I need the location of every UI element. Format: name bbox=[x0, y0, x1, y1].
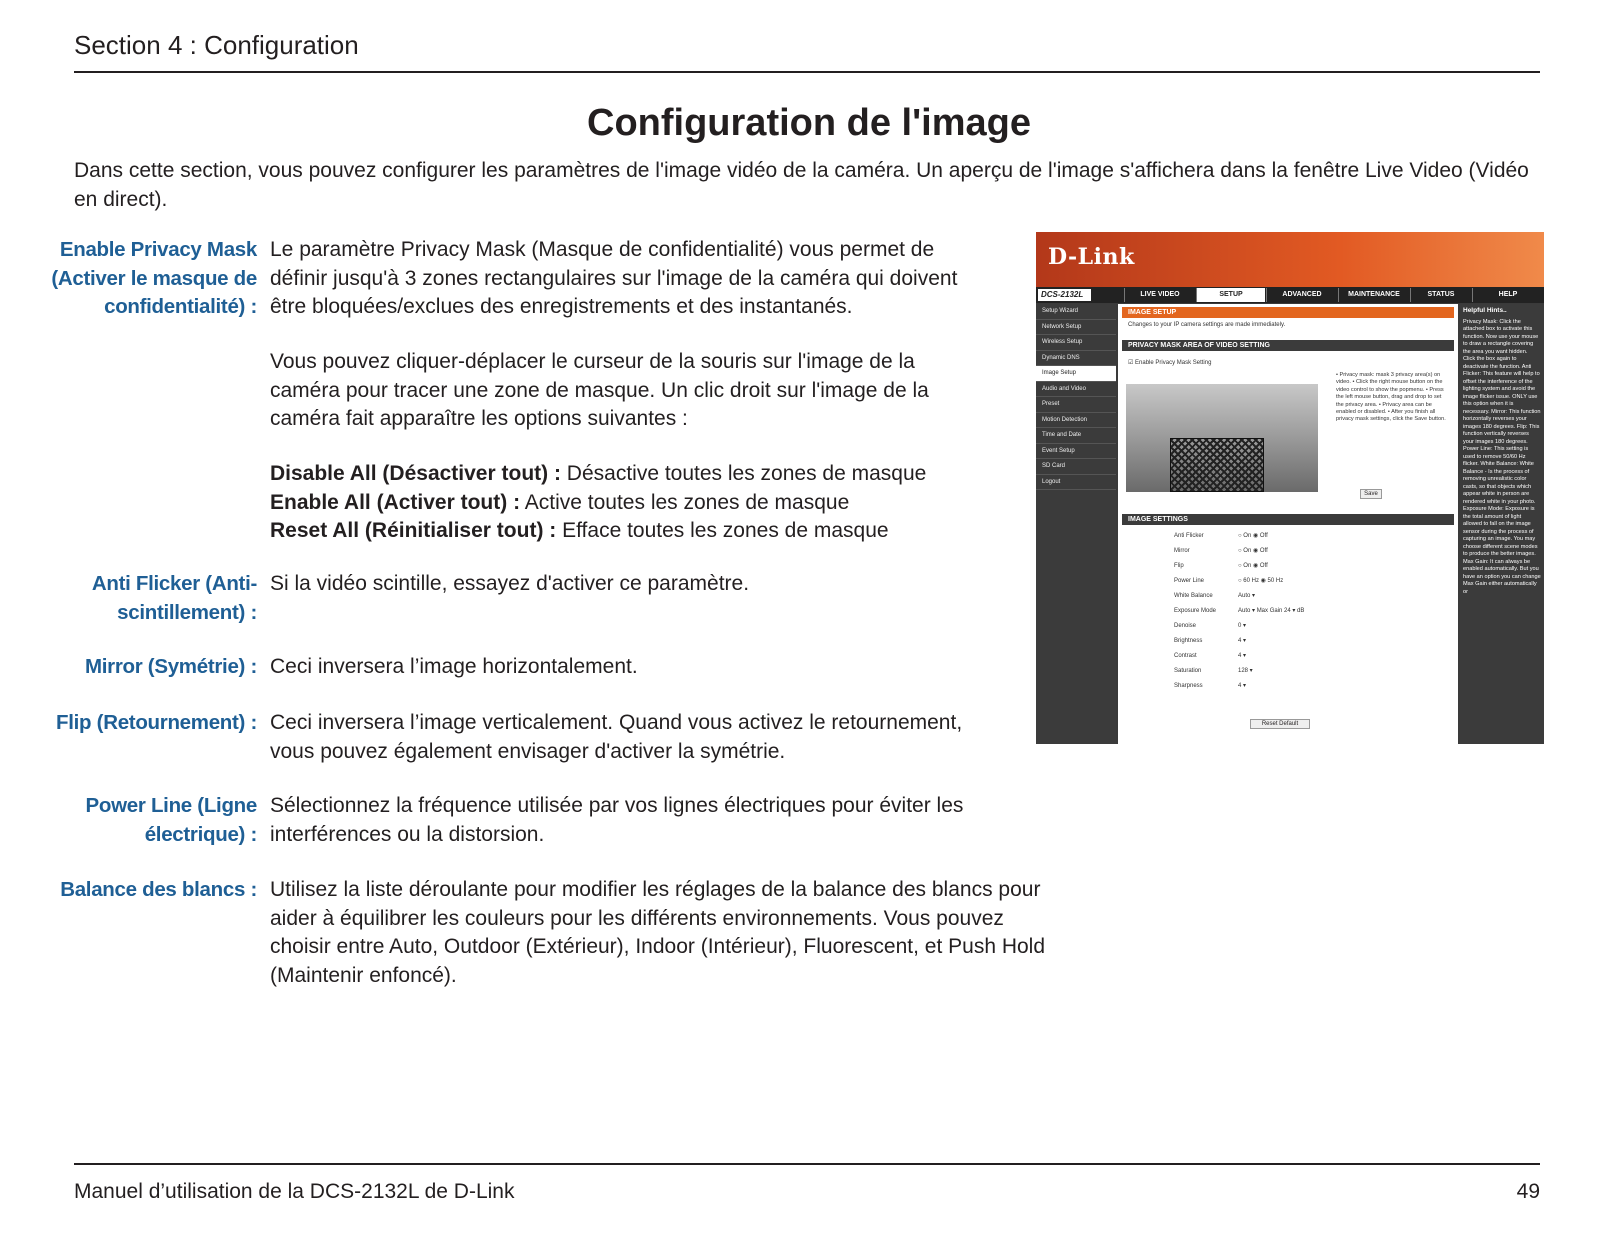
desc-anti-flicker: Si la vidéo scintille, essayez d'activer ce paramètre. bbox=[270, 572, 750, 595]
tab-help[interactable]: HELP bbox=[1472, 288, 1543, 302]
nav-item[interactable]: Preset bbox=[1036, 397, 1116, 413]
setting-row: Brightness 4 ▾ bbox=[1174, 638, 1247, 644]
camera-ui-screenshot bbox=[1036, 232, 1544, 744]
desc-privacy-mask-2: Vous pouvez cliquer-déplacer le curseur de la souris sur l'image de la caméra pour tracer une zone de masque. Un clic droit sur l'image de la caméra fait apparaître les options suivantes : bbox=[270, 350, 929, 430]
option-disable-all: Disable All (Désactiver tout) : Désactive toutes les zones de masque bbox=[270, 462, 927, 485]
page-title: Configuration de l'image bbox=[587, 102, 1031, 144]
header-rule bbox=[74, 71, 1540, 73]
tab-live-video[interactable]: LIVE VIDEO bbox=[1124, 288, 1195, 302]
setting-row: Denoise 0 ▾ bbox=[1174, 623, 1247, 629]
left-nav bbox=[1036, 304, 1116, 744]
desc-power-line: Sélectionnez la fréquence utilisée par vos lignes électriques pour éviter les interférences ou la distorsion. bbox=[270, 794, 964, 846]
save-button[interactable]: Save bbox=[1360, 489, 1382, 499]
image-settings-header: IMAGE SETTINGS bbox=[1122, 514, 1454, 525]
option-enable-all: Enable All (Activer tout) : Active toutes les zones de masque bbox=[270, 490, 850, 514]
option-reset-all: Reset All (Réinitialiser tout) : Efface toutes les zones de masque bbox=[270, 519, 889, 542]
nav-item[interactable]: Event Setup bbox=[1036, 444, 1116, 460]
tab-advanced[interactable]: ADVANCED bbox=[1266, 288, 1337, 302]
video-preview[interactable] bbox=[1126, 384, 1318, 492]
term-white-balance: Balance des blancs : bbox=[60, 878, 257, 901]
dlink-logo: D-Link bbox=[1048, 244, 1135, 270]
term-power-line: Power Line (Ligne électrique) : bbox=[85, 794, 257, 846]
setting-row: Exposure Mode Auto ▾ Max Gain 24 ▾ dB bbox=[1174, 608, 1305, 614]
setting-row: White Balance Auto ▾ bbox=[1174, 593, 1256, 599]
nav-item[interactable]: Network Setup bbox=[1036, 320, 1116, 336]
reset-default-button[interactable]: Reset Default bbox=[1250, 719, 1310, 729]
setting-row: Anti Flicker ○ On ◉ Off bbox=[1174, 533, 1268, 539]
tab-status[interactable]: STATUS bbox=[1410, 288, 1471, 302]
enable-privacy-checkbox[interactable]: ☑ Enable Privacy Mask Setting bbox=[1128, 360, 1212, 366]
image-settings-list bbox=[1174, 532, 1444, 697]
term-mirror: Mirror (Symétrie) : bbox=[84, 655, 257, 678]
changes-note: Changes to your IP camera settings are made immediately. bbox=[1128, 322, 1286, 328]
desc-privacy-mask-1: Le paramètre Privacy Mask (Masque de confidentialité) vous permet de définir jusqu'à 3 zones rectangulaires sur l'image de la caméra qui doivent être bloquées/exclues des enregistrements et des instantanés. bbox=[270, 238, 958, 318]
term-privacy-mask: Enable Privacy Mask (Activer le masque de confidentialité) : bbox=[51, 238, 257, 318]
term-flip: Flip (Retournement) : bbox=[56, 711, 257, 734]
help-title: Helpful Hints.. bbox=[1463, 307, 1507, 314]
desc-white-balance: Utilisez la liste déroulante pour modifier les réglages de la balance des blancs pour aider à équilibrer les couleurs pour les différents environnements. Vous pouvez choisir entre Auto, Outdoor (Extérieur), Indoor (Intérieur), Fluorescent, et Push Hold (Maintenir enfoncé). bbox=[270, 878, 1046, 987]
term-anti-flicker: Anti Flicker (Anti-scintillement) : bbox=[91, 572, 257, 624]
model-label: DCS-2132L bbox=[1038, 289, 1091, 301]
nav-item[interactable]: Time and Date bbox=[1036, 428, 1116, 444]
setting-row: Sharpness 4 ▾ bbox=[1174, 683, 1247, 689]
desc-mirror: Ceci inversera l’image horizontalement. bbox=[270, 655, 638, 678]
privacy-mask-header: PRIVACY MASK AREA OF VIDEO SETTING bbox=[1122, 340, 1454, 351]
setting-row: Mirror ○ On ◉ Off bbox=[1174, 548, 1268, 554]
setting-row: Contrast 4 ▾ bbox=[1174, 653, 1247, 659]
tab-maintenance[interactable]: MAINTENANCE bbox=[1338, 288, 1409, 302]
setting-row: Saturation 128 ▾ bbox=[1174, 668, 1253, 674]
privacy-options bbox=[270, 460, 1030, 546]
nav-item[interactable]: Audio and Video bbox=[1036, 382, 1116, 398]
help-panel bbox=[1460, 304, 1544, 744]
footer-rule bbox=[74, 1163, 1540, 1165]
intro-paragraph: Dans cette section, vous pouvez configurer les paramètres de l'image vidéo de la caméra. Un aperçu de l'image s'affichera dans la fenêtre Live Video (Vidéo en direct). bbox=[74, 159, 1529, 211]
nav-item-selected[interactable]: Image Setup bbox=[1036, 366, 1116, 382]
nav-item[interactable]: Motion Detection bbox=[1036, 413, 1116, 429]
setting-row: Flip ○ On ◉ Off bbox=[1174, 563, 1268, 569]
setting-row: Power Line ○ 60 Hz ◉ 50 Hz bbox=[1174, 578, 1284, 584]
footer-manual-title: Manuel d’utilisation de la DCS-2132L de D-Link bbox=[74, 1180, 515, 1203]
page-number: 49 bbox=[1516, 1180, 1540, 1203]
nav-item[interactable]: Logout bbox=[1036, 475, 1116, 491]
nav-item[interactable]: Setup Wizard bbox=[1036, 304, 1116, 320]
nav-item[interactable]: Wireless Setup bbox=[1036, 335, 1116, 351]
image-setup-header: IMAGE SETUP bbox=[1122, 307, 1454, 318]
help-text: Privacy Mask: Click the attached box to activate this function. Now use your mouse to draw a rectangle covering the area you want hidden. Click the box again to deactivate the function. Anti Flicker: This feature will help to offset the interference of the lighting system and avoid the image flicker issue. ONLY use this option when it is necessary. Mirror: This function horizontally reverses your images 180 degrees. Flip: This function vertically reverses your images 180 degrees. Power Line: This setting is used to remove 50/60 Hz flicker. White Balance: White Balance - Is the process of removing unrealistic color casts, so that objects which appear white in person are rendered white in your photo. Exposure Mode: Exposure is the total amount of light allowed to fall on the image sensor during the process of capturing an image. You may choose different scene modes to produce the better images. Max Gain: It can always be enabled automatically. But you have an option you can change Max Gain either automatically or bbox=[1463, 318, 1541, 595]
privacy-mask-area[interactable] bbox=[1170, 438, 1264, 492]
nav-item[interactable]: Dynamic DNS bbox=[1036, 351, 1116, 367]
nav-item[interactable]: SD Card bbox=[1036, 459, 1116, 475]
desc-flip: Ceci inversera l’image verticalement. Quand vous activez le retournement, vous pouvez également envisager d'activer la symétrie. bbox=[270, 711, 963, 763]
privacy-tips: • Privacy mask: mask 3 privacy area(s) on video. • Click the right mouse button on the video control to show the popmenu. • Press the left mouse button, drag and drop to set the privacy area. • Privacy area can be enabled or disabled. • After you finish all privacy mask settings, click the Save button. bbox=[1336, 372, 1446, 423]
tab-setup[interactable]: SETUP bbox=[1196, 288, 1265, 302]
section-header: Section 4 : Configuration bbox=[74, 30, 359, 60]
